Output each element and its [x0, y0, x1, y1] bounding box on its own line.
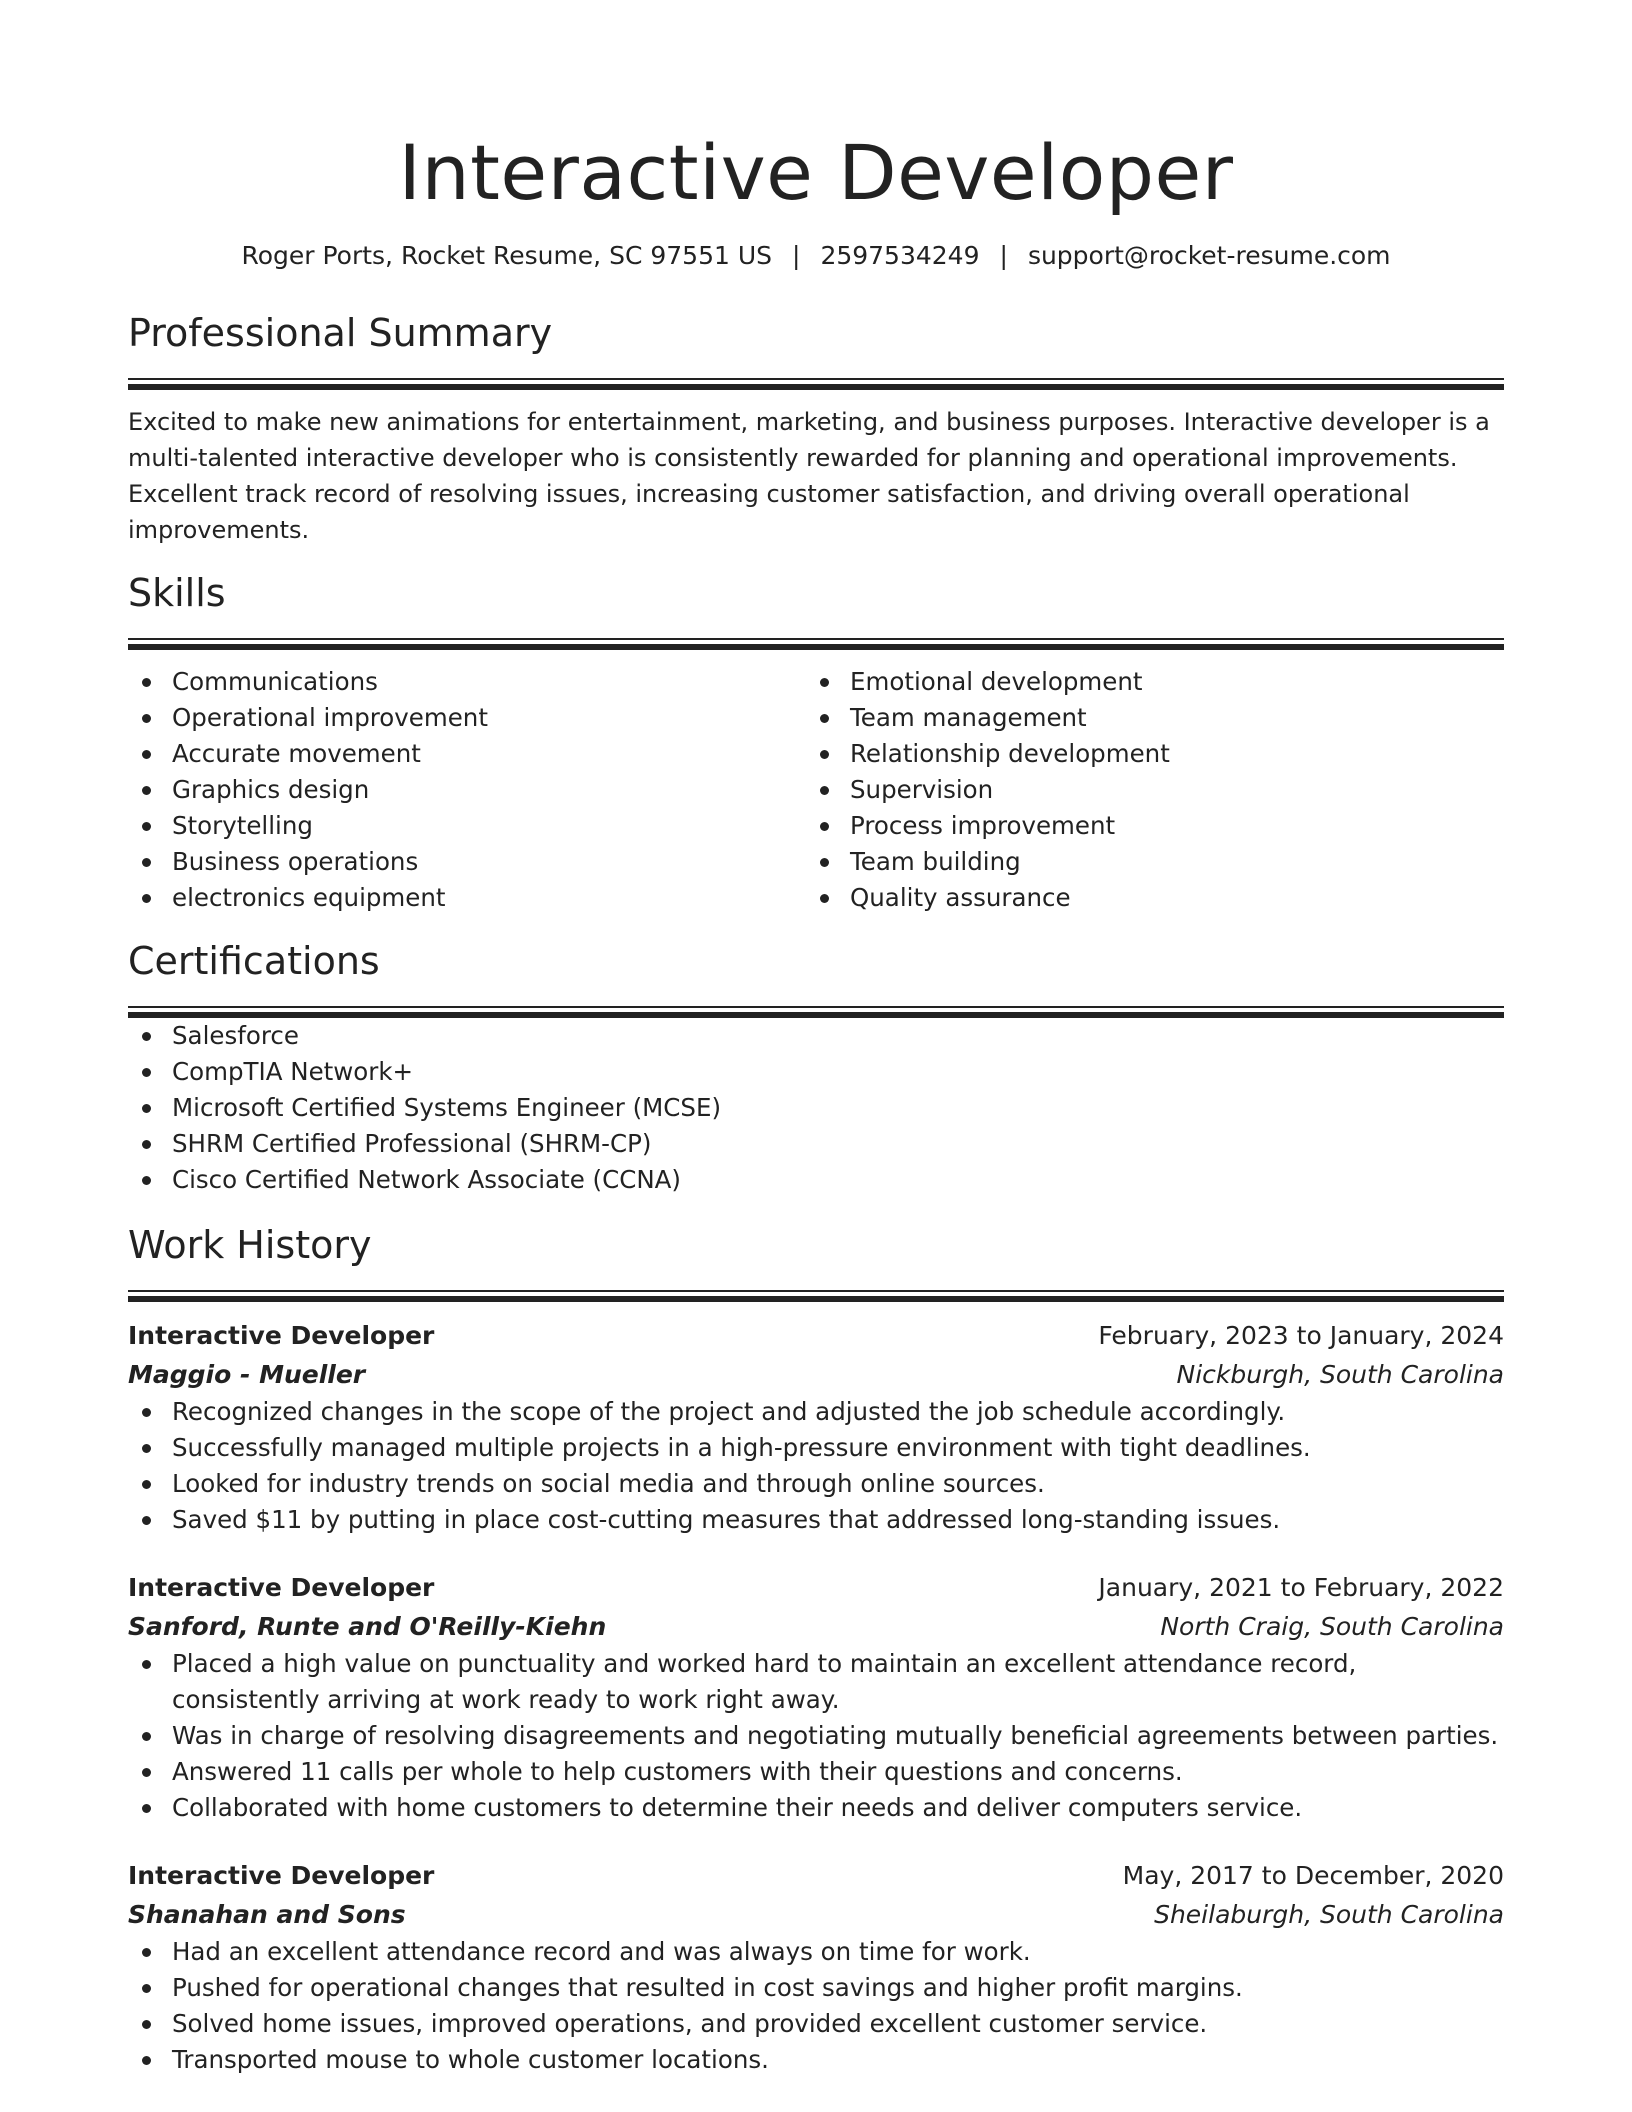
bullet-dot — [142, 1480, 151, 1489]
job-entry — [128, 1316, 1504, 1538]
skill-item — [128, 808, 806, 844]
contact-address: Roger Ports, Rocket Resume, SC 97551 US — [241, 241, 772, 270]
bullet-dot — [142, 1140, 151, 1149]
skill-label: electronics equipment — [172, 883, 446, 912]
skills-heading: Skills — [128, 571, 226, 615]
job-dates: May, 2017 to December, 2020 — [1122, 1861, 1504, 1890]
skill-label: Team building — [850, 847, 1021, 876]
job-location: Sheilaburgh, South Carolina — [1154, 1900, 1504, 1929]
work-history-section — [128, 1220, 1504, 2078]
job-bullet — [128, 1502, 1504, 1538]
certification-label: CompTIA Network+ — [172, 1057, 414, 1086]
summary-section — [128, 308, 1504, 548]
job-bullet-text: Looked for industry trends on social media and through online sources. — [172, 1469, 1045, 1498]
job-bullet — [128, 2042, 1504, 2078]
certification-label: Microsoft Certified Systems Engineer (MCSE) — [172, 1093, 722, 1122]
bullet-dot — [142, 894, 151, 903]
bullet-dot — [820, 750, 829, 759]
job-bullet-text: Solved home issues, improved operations, and provided excellent customer service. — [172, 2009, 1208, 2038]
certifications-section — [128, 936, 1504, 1198]
contact-separator: | — [792, 241, 801, 270]
bullet-dot — [142, 1984, 151, 1993]
job-company: Maggio - Mueller — [128, 1360, 366, 1389]
bullet-dot — [142, 714, 151, 723]
job-title: Interactive Developer — [128, 1861, 435, 1890]
job-header-row — [128, 1856, 1504, 1895]
skill-label: Quality assurance — [850, 883, 1071, 912]
skill-label: Emotional development — [850, 667, 1143, 696]
job-bullet-text: Saved $11 by putting in place cost-cutting measures that addressed long-standing issues. — [172, 1505, 1281, 1534]
bullet-dot — [142, 2056, 151, 2065]
job-bullet-text: Pushed for operational changes that resulted in cost savings and higher profit margins. — [172, 1973, 1243, 2002]
job-company-row — [128, 1895, 1504, 1934]
work-history-heading: Work History — [128, 1223, 372, 1267]
job-bullet-text: Answered 11 calls per whole to help customers with their questions and concerns. — [172, 1757, 1183, 1786]
contact-email[interactable]: support@rocket-resume.com — [1027, 241, 1391, 270]
job-bullet — [128, 1394, 1504, 1430]
contact-phone: 2597534249 — [820, 241, 980, 270]
certification-label: Salesforce — [172, 1021, 299, 1050]
bullet-dot — [142, 1104, 151, 1113]
skills-left-column — [128, 664, 806, 916]
job-dates: January, 2021 to February, 2022 — [1098, 1573, 1504, 1602]
certification-item — [128, 1054, 1504, 1090]
skill-label: Accurate movement — [172, 739, 421, 768]
contact-separator: | — [999, 241, 1008, 270]
skill-item — [128, 772, 806, 808]
bullet-dot — [820, 858, 829, 867]
bullet-dot — [820, 678, 829, 687]
summary-heading: Professional Summary — [128, 311, 553, 355]
skill-label: Process improvement — [850, 811, 1116, 840]
skill-label: Storytelling — [172, 811, 313, 840]
certifications-list — [128, 1018, 1504, 1198]
certification-item — [128, 1090, 1504, 1126]
skill-item — [806, 664, 1484, 700]
skill-label: Team management — [850, 703, 1087, 732]
job-bullets — [128, 1646, 1504, 1826]
job-company: Sanford, Runte and O'Reilly-Kiehn — [128, 1612, 607, 1641]
job-bullets — [128, 1394, 1504, 1538]
bullet-dot — [142, 858, 151, 867]
bullet-dot — [142, 678, 151, 687]
job-bullet — [128, 1646, 1504, 1718]
skill-label: Communications — [172, 667, 378, 696]
bullet-dot — [142, 1068, 151, 1077]
resume-page — [128, 0, 1504, 2078]
job-bullets — [128, 1934, 1504, 2078]
job-header-row — [128, 1316, 1504, 1355]
job-bullet-text: Successfully managed multiple projects in a high-pressure environment with tight deadlines. — [172, 1433, 1311, 1462]
skill-item — [806, 880, 1484, 916]
job-bullet-text: Recognized changes in the scope of the project and adjusted the job schedule accordingly. — [172, 1397, 1286, 1426]
certification-label: Cisco Certified Network Associate (CCNA) — [172, 1165, 681, 1194]
section-divider — [128, 1290, 1504, 1302]
bullet-dot — [142, 2020, 151, 2029]
section-divider — [128, 638, 1504, 650]
bullet-dot — [142, 1032, 151, 1041]
skill-label: Operational improvement — [172, 703, 488, 732]
job-bullet — [128, 1790, 1504, 1826]
job-company: Shanahan and Sons — [128, 1900, 406, 1929]
certifications-heading: Certifications — [128, 939, 380, 983]
bullet-dot — [820, 714, 829, 723]
bullet-dot — [142, 1804, 151, 1813]
bullet-dot — [142, 750, 151, 759]
skills-section — [128, 568, 1504, 916]
skill-item — [128, 844, 806, 880]
job-entry — [128, 1568, 1504, 1826]
job-bullet — [128, 1970, 1504, 2006]
skill-item — [128, 736, 806, 772]
certification-item — [128, 1126, 1504, 1162]
bullet-dot — [142, 1176, 151, 1185]
job-entry — [128, 1856, 1504, 2078]
skill-item — [128, 880, 806, 916]
bullet-dot — [820, 894, 829, 903]
job-bullet-text: Had an excellent attendance record and was always on time for work. — [172, 1937, 1031, 1966]
skill-item — [806, 736, 1484, 772]
bullet-dot — [142, 786, 151, 795]
bullet-dot — [142, 1444, 151, 1453]
skill-item — [128, 700, 806, 736]
section-divider — [128, 1006, 1504, 1018]
job-company-row — [128, 1607, 1504, 1646]
resume-name: Interactive Developer — [398, 128, 1234, 217]
job-bullet — [128, 1466, 1504, 1502]
certification-item — [128, 1162, 1504, 1198]
job-location: Nickburgh, South Carolina — [1176, 1360, 1504, 1389]
job-title: Interactive Developer — [128, 1321, 435, 1350]
job-bullet — [128, 1934, 1504, 1970]
bullet-dot — [142, 1732, 151, 1741]
job-bullet-text: Collaborated with home customers to determine their needs and deliver computers service. — [172, 1793, 1303, 1822]
skill-label: Relationship development — [850, 739, 1170, 768]
section-divider — [128, 378, 1504, 390]
job-header-row — [128, 1568, 1504, 1607]
contact-line — [128, 236, 1504, 276]
bullet-dot — [820, 822, 829, 831]
job-bullet-text: Transported mouse to whole customer locations. — [172, 2045, 769, 2074]
bullet-dot — [142, 1516, 151, 1525]
skill-item — [806, 808, 1484, 844]
skills-grid — [128, 664, 1504, 916]
skills-right-column — [806, 664, 1484, 916]
bullet-dot — [142, 1948, 151, 1957]
skill-label: Business operations — [172, 847, 419, 876]
job-location: North Craig, South Carolina — [1160, 1612, 1504, 1641]
job-company-row — [128, 1355, 1504, 1394]
skill-item — [128, 664, 806, 700]
job-bullet — [128, 1718, 1504, 1754]
job-bullet-text: Placed a high value on punctuality and worked hard to maintain an excellent attendance record, consistently arriving at work ready to work right away. — [172, 1649, 1357, 1714]
job-bullet — [128, 2006, 1504, 2042]
bullet-dot — [142, 1408, 151, 1417]
job-dates: February, 2023 to January, 2024 — [1098, 1321, 1504, 1350]
skill-item — [806, 772, 1484, 808]
bullet-dot — [142, 822, 151, 831]
skill-label: Supervision — [850, 775, 994, 804]
summary-text: Excited to make new animations for entertainment, marketing, and business purposes. Interactive developer is a multi-talented interactive developer who is consistently rewarded for planning and operational improvements. Excellent track record of resolving issues, increasing customer satisfaction, and driving overall operational improvements. — [128, 408, 1490, 544]
certification-label: SHRM Certified Professional (SHRM-CP) — [172, 1129, 652, 1158]
skill-label: Graphics design — [172, 775, 370, 804]
bullet-dot — [142, 1660, 151, 1669]
job-bullet — [128, 1430, 1504, 1466]
skill-item — [806, 844, 1484, 880]
job-bullet — [128, 1754, 1504, 1790]
skill-item — [806, 700, 1484, 736]
job-bullet-text: Was in charge of resolving disagreements and negotiating mutually beneficial agreements between parties. — [172, 1721, 1499, 1750]
certification-item — [128, 1018, 1504, 1054]
bullet-dot — [142, 1768, 151, 1777]
job-title: Interactive Developer — [128, 1573, 435, 1602]
bullet-dot — [820, 786, 829, 795]
